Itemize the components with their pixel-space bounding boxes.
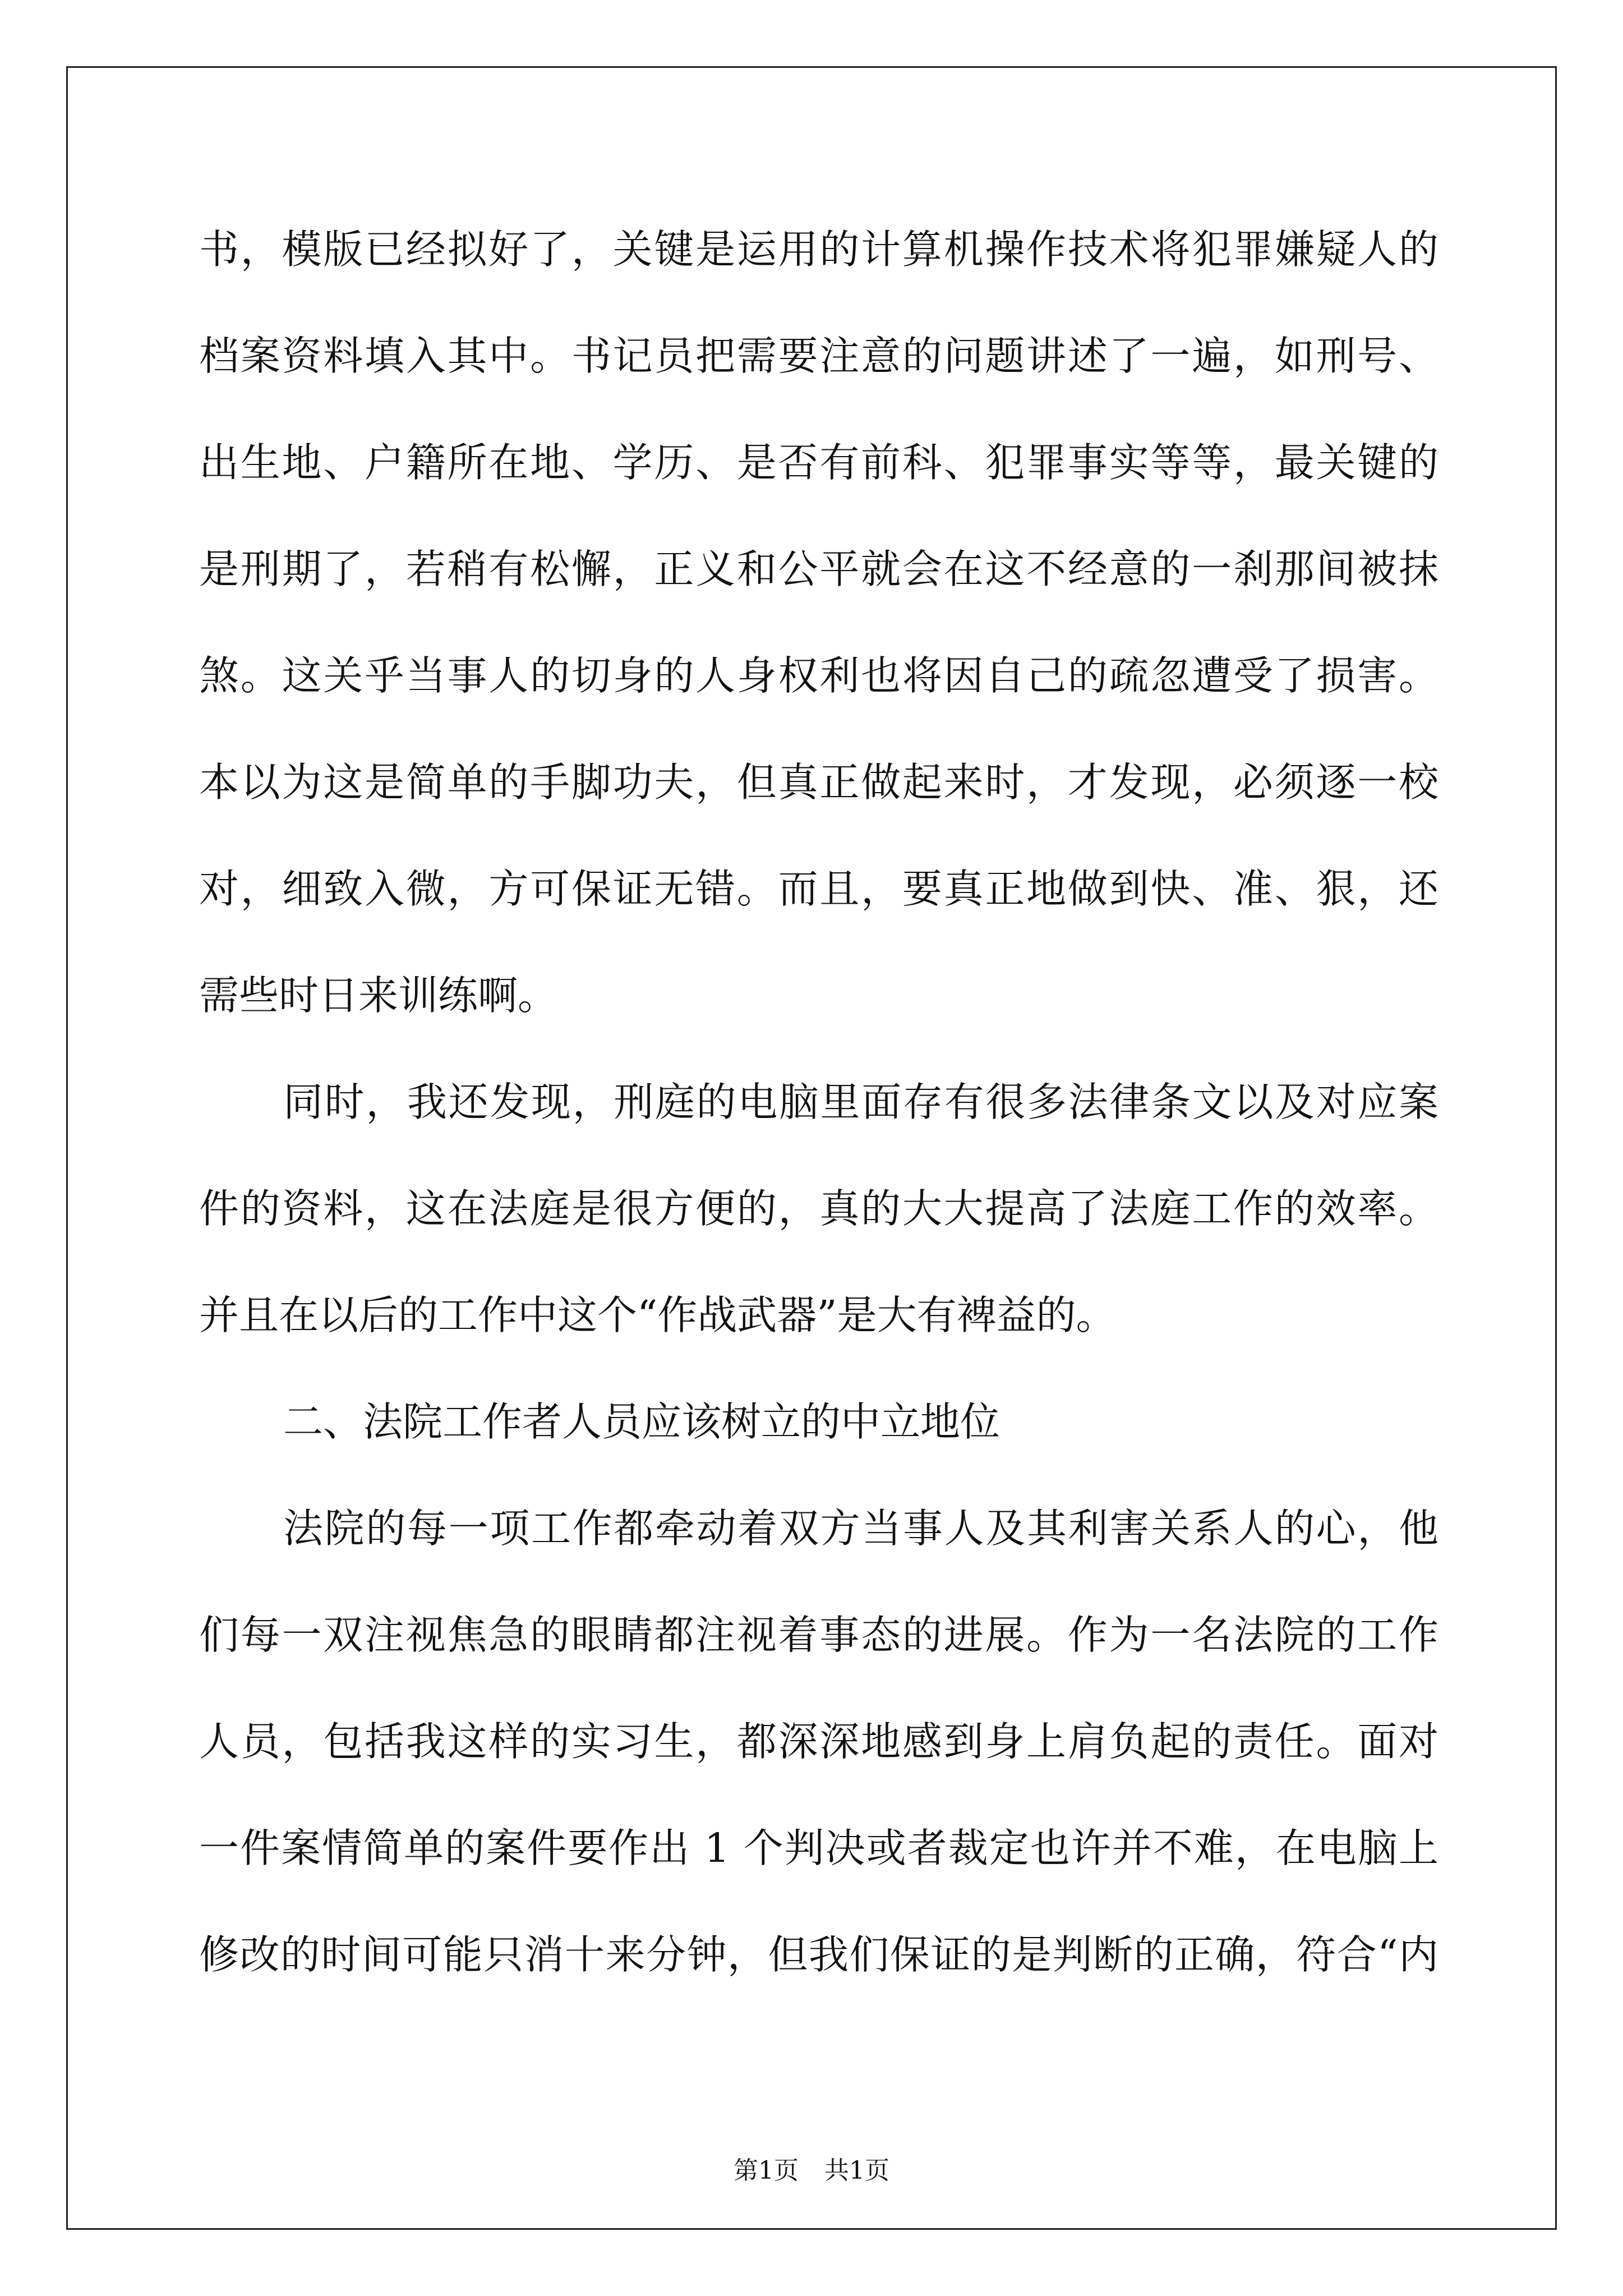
text-line: 人员，包括我这样的实习生，都深深地感到身上肩负起的责任。面对 [199,1718,1438,1765]
paragraph-start-line: 同时，我还发现，刑庭的电脑里面存有很多法律条文以及对应案 [283,1079,1438,1125]
text-line: 对，细致入微，方可保证无错。而且，要真正地做到快、准、狠，还 [199,866,1438,912]
text-line: 件的资料，这在法庭是很方便的，真的大大提高了法庭工作的效率。 [199,1185,1438,1232]
paragraph-start-line: 法院的每一项工作都牵动着双方当事人及其利害关系人的心，他 [283,1505,1438,1552]
text-line: 本以为这是简单的手脚功夫，但真正做起来时，才发现，必须逐一校 [199,759,1438,806]
page-total: 共1页 [824,2156,889,2185]
document-body [199,216,1438,2028]
text-line: 煞。这关乎当事人的切身的人身权利也将因自己的疏忽遭受了损害。 [199,652,1438,699]
page-footer [0,2154,1623,2188]
section-heading: 二、法院工作者人员应该树立的中立地位 [283,1398,1000,1445]
text-line: 出生地、户籍所在地、学历、是否有前科、犯罪事实等等，最关键的 [199,439,1438,486]
text-line: 是刑期了，若稍有松懈，正义和公平就会在这不经意的一刹那间被抹 [199,546,1438,592]
page-number: 第1页 [734,2156,799,2185]
text-line: 一件案情简单的案件要作出 1 个判决或者裁定也许并不难，在电脑上 [199,1825,1438,1871]
text-line: 需些时日来训练啊。 [199,972,558,1019]
text-line: 修改的时间可能只消十来分钟，但我们保证的是判断的正确，符合“内 [199,1931,1438,1978]
text-line: 们每一双注视焦急的眼睛都注视着事态的进展。作为一名法院的工作 [199,1612,1438,1658]
text-line: 档案资料填入其中。书记员把需要注意的问题讲述了一遍，如刑号、 [199,333,1438,379]
text-line: 并且在以后的工作中这个“作战武器”是大有裨益的。 [199,1292,1116,1338]
text-line: 书，模版已经拟好了，关键是运用的计算机操作技术将犯罪嫌疑人的 [199,226,1438,273]
